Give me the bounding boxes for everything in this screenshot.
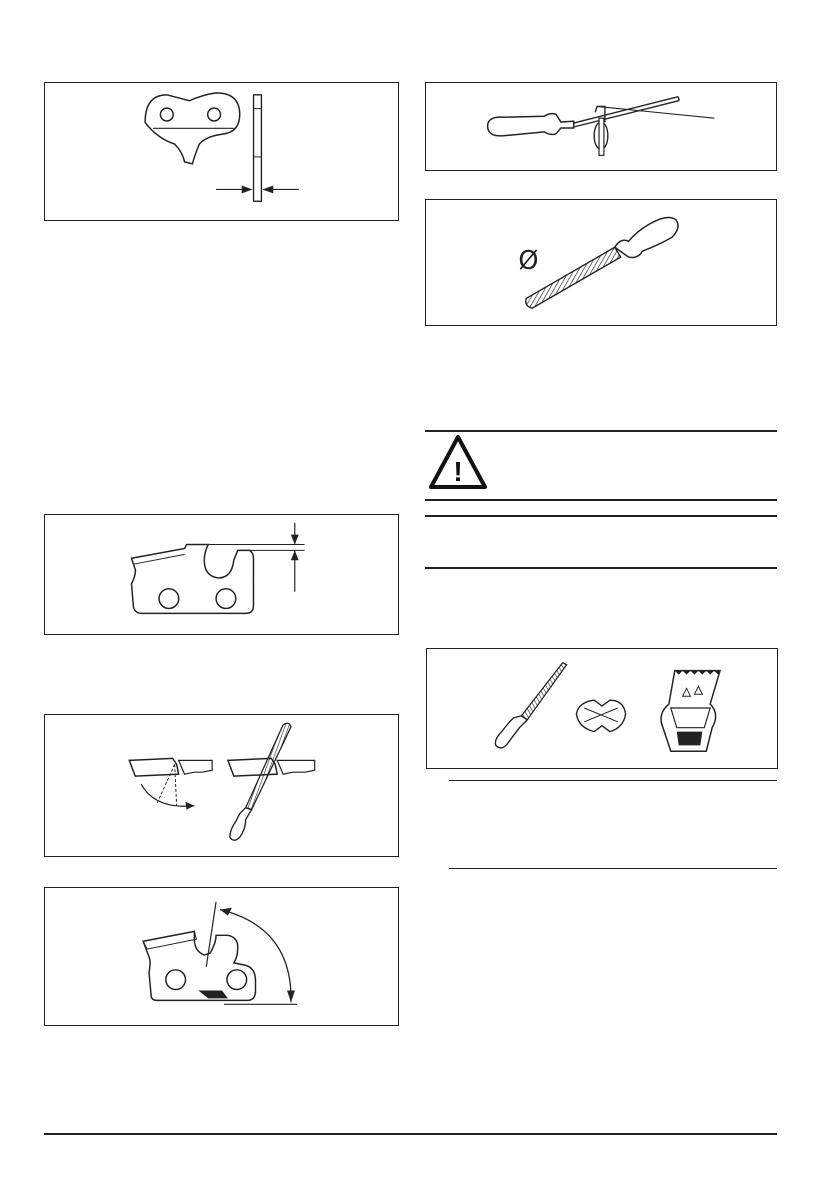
caution-bottom-rule xyxy=(425,567,777,569)
drive-link-icon xyxy=(45,83,398,220)
figure-filing-angle xyxy=(44,714,399,857)
filing-angle-icon xyxy=(45,715,398,856)
diameter-symbol: Ø xyxy=(518,245,539,276)
warning-triangle-icon xyxy=(428,434,488,490)
caution-top-rule xyxy=(425,515,777,517)
figure-file-holder-on-chain xyxy=(425,82,777,171)
footer-rule xyxy=(44,1133,777,1135)
file-holder-icon xyxy=(426,83,776,170)
figure-drive-link-thickness xyxy=(44,82,399,221)
warning-exclamation: ! xyxy=(453,456,463,487)
figure-cutter-side-plate-angle xyxy=(44,887,399,1026)
round-file-icon xyxy=(426,200,776,325)
warning-block xyxy=(425,431,777,499)
cutter-angle-icon xyxy=(45,888,398,1025)
figure-round-file-diameter xyxy=(425,199,777,326)
sharpening-tools-icon xyxy=(427,649,777,768)
note-top-rule xyxy=(449,780,777,781)
figure-depth-gauge-setting xyxy=(44,514,399,635)
note-bottom-rule xyxy=(449,868,777,869)
cutter-depth-icon xyxy=(45,515,398,634)
warning-bottom-rule xyxy=(425,499,777,501)
figure-sharpening-tools xyxy=(426,648,778,769)
